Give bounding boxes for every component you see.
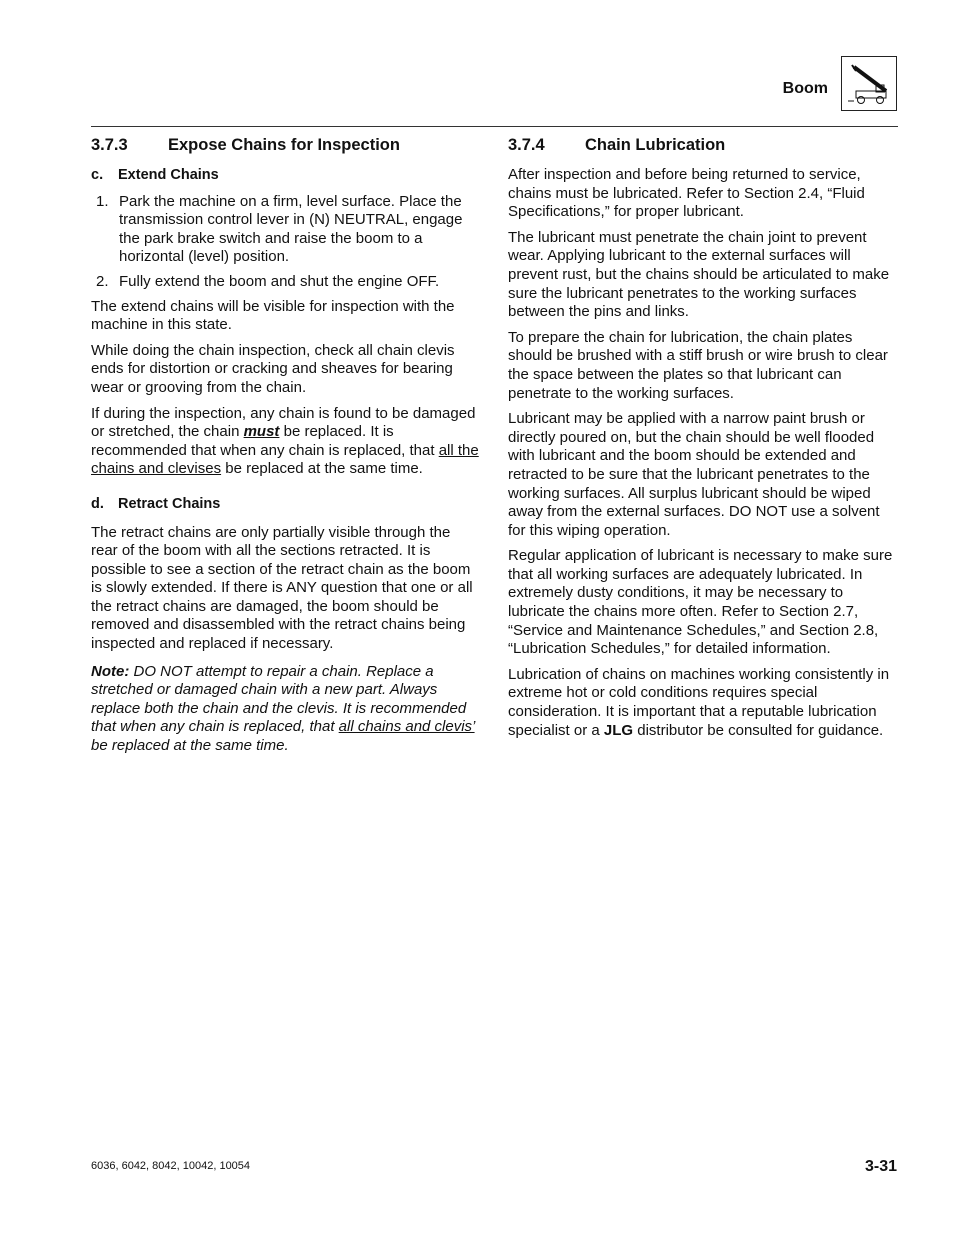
- procedure-list: [91, 193, 481, 292]
- section-number: 3.7.4: [508, 136, 545, 154]
- subheading-letter: c.: [91, 167, 104, 183]
- brand-name: JLG: [603, 721, 634, 739]
- subheading-letter: d.: [91, 495, 104, 512]
- subheading-text: Retract Chains: [118, 495, 221, 512]
- subheading-extend-chains: [91, 166, 481, 185]
- underlined-text: all the chains and clevises: [91, 441, 479, 478]
- right-column: [508, 136, 900, 747]
- section-heading-text: Chain Lubrication: [585, 136, 726, 154]
- section-heading-3-7-4: [508, 136, 900, 154]
- paragraph: The extend chains will be visible for inspection with the machine in this state.: [91, 297, 455, 334]
- paragraph: The retract chains are only partially visible through the rear of the boom with all the sections retracted. It is possible to see a section of the retract chain as the boom is slowly extended. If there is ANY question that one or all the retract chains are damaged, the boom should be removed and disassembled with the retract chains being inspected and replaced if necessary.: [91, 523, 473, 653]
- header-divider: [91, 126, 898, 127]
- paragraph: While doing the chain inspection, check all chain clevis ends for distortion or cracking and sheaves for bearing wear or grooving from the chain.: [91, 341, 455, 396]
- note-label: Note:: [91, 662, 130, 680]
- paragraph-must-replace: [91, 405, 481, 479]
- note-paragraph: [91, 663, 481, 756]
- text-run: be replaced. It is recommended that when any chain is replaced, that: [91, 423, 439, 459]
- left-column: [91, 136, 481, 763]
- subheading-text: Extend Chains: [118, 167, 219, 183]
- paragraph: [508, 666, 900, 740]
- text-run: If during the inspection, any chain is found to be damaged or stretched, the chain: [91, 404, 476, 441]
- emphasis-must: must: [243, 423, 280, 441]
- text-run: distributor be consulted for guidance.: [633, 721, 884, 739]
- page-number: 3-31: [864, 1158, 897, 1175]
- footer-models: 6036, 6042, 8042, 10042, 10054: [91, 1160, 251, 1172]
- list-item: [91, 273, 481, 292]
- paragraph: Regular application of lubricant is necessary to make sure that all working surfaces are adequately lubricated. In extremely dusty conditions, it may be necessary to lubricate the chains more often. Refer to Section 2.7, “Service and Maintenance Schedules,” and Section 2.8, “Lubrication Schedules,” for detailed information.: [508, 547, 893, 658]
- text-run: be replaced at the same time.: [91, 737, 289, 755]
- list-item: [91, 193, 481, 267]
- boom-truck-icon: [841, 56, 897, 111]
- list-number: 2.: [96, 272, 109, 290]
- text-run: Lubrication of chains on machines working consistently in extreme hot or cold conditions requires special consideration. It is important that a reputable lubrication specialist or a: [508, 665, 890, 739]
- paragraph: After inspection and before being returned to service, chains must be lubricated. Refer to Section 2.4, “Fluid Specifications,” for proper lubricant.: [508, 166, 865, 221]
- text-run: DO NOT attempt to repair a chain. Replace a stretched or damaged chain with a new part. Always replace both the chain and the clevis. It is recommended that when any chain is replaced, that: [91, 662, 467, 736]
- list-number: 1.: [96, 192, 109, 210]
- paragraph: Lubricant may be applied with a narrow paint brush or directly poured on, but the chain should be well flooded with lubricant and the boom should be extended and retracted to be sure that the lubricant penetrates to the working surfaces. All surplus lubricant should be wiped away from the external surfaces. DO NOT use a solvent for this wiping operation.: [508, 410, 880, 539]
- list-text: Fully extend the boom and shut the engine OFF.: [119, 272, 440, 290]
- text-run: be replaced at the same time.: [221, 460, 423, 478]
- paragraph: The lubricant must penetrate the chain joint to prevent wear. Applying lubricant to the external surfaces will prevent rust, but the chains should be articulated to make sure the lubricant penetrates to the working surfaces between the pins and links.: [508, 228, 890, 321]
- section-heading-text: Expose Chains for Inspection: [168, 136, 400, 154]
- section-title: Boom: [782, 80, 828, 97]
- section-heading-3-7-3: [91, 136, 481, 154]
- section-number: 3.7.3: [91, 136, 128, 154]
- subheading-retract-chains: [91, 495, 481, 514]
- underlined-text: all chains and clevis’: [338, 718, 475, 736]
- list-text: Park the machine on a firm, level surface. Place the transmission control lever in (N) NEUTRAL, engage the park brake switch and raise the boom to a horizontal (level) position.: [119, 192, 463, 266]
- paragraph: To prepare the chain for lubrication, the chain plates should be brushed with a stiff brush or wire brush to clear the space between the plates so that lubricant can penetrate to the working surfaces.: [508, 328, 888, 402]
